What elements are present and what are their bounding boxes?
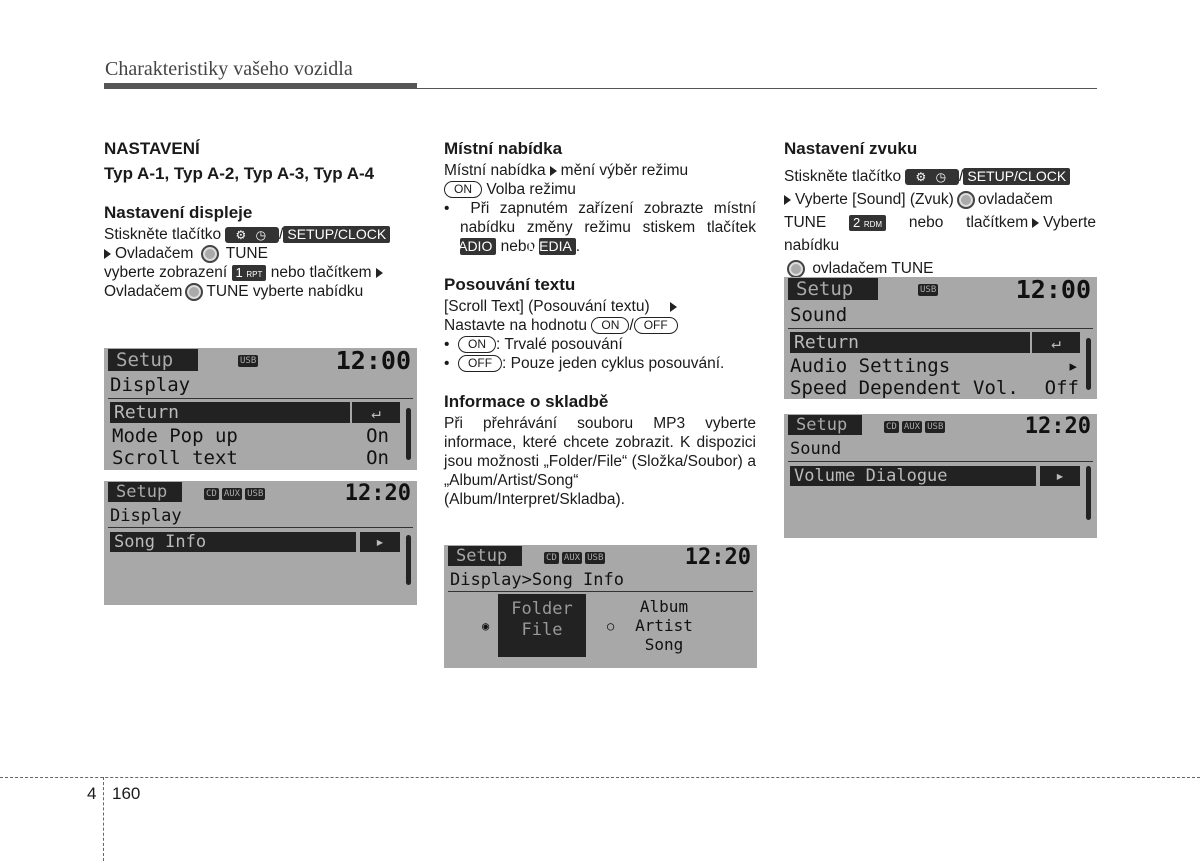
off-button: OFF bbox=[458, 355, 502, 372]
usb-tag: USB bbox=[920, 285, 937, 295]
paragraph: [Scroll Text] (Posouvání textu) Nastavte na hodnotu ON / OFF bbox=[444, 297, 756, 335]
screen-sound-setup bbox=[784, 277, 1097, 399]
text: Stiskněte tlačítko bbox=[104, 226, 222, 243]
source-tags: CD AUX USB bbox=[886, 422, 944, 432]
menu-path: Sound bbox=[790, 304, 848, 326]
footer-divider bbox=[0, 777, 1200, 778]
menu-item: Speed Dependent Vol. Off bbox=[790, 377, 1079, 399]
menu-path: Display bbox=[110, 374, 191, 396]
text: TUNE bbox=[225, 245, 268, 262]
header-title: Charakteristiky vašeho vozidla bbox=[105, 58, 353, 80]
column-2 bbox=[444, 138, 756, 509]
arrow-right-icon: ▸ bbox=[1040, 466, 1080, 486]
screen-title: Setup bbox=[788, 415, 862, 435]
paragraph: Místní nabídka mění výběr režimu ON Volba režimu bbox=[444, 162, 689, 198]
menu-item: Mode Pop up On bbox=[112, 425, 389, 447]
text: vyberte zobrazení bbox=[104, 264, 228, 281]
scrollbar bbox=[406, 535, 411, 585]
settings-clock-button: ⚙ ◷ bbox=[905, 169, 959, 185]
return-icon: ↵ bbox=[1032, 332, 1080, 353]
source-tags bbox=[918, 284, 941, 296]
column-1 bbox=[104, 138, 416, 301]
arrow-right-icon bbox=[670, 302, 677, 312]
menu-item-return: Return bbox=[790, 332, 1030, 353]
album-artist-song-option: Album Artist Song bbox=[635, 597, 693, 654]
on-button: ON bbox=[444, 181, 482, 198]
tune-knob-icon bbox=[787, 260, 805, 278]
section-heading: Informace o skladbě bbox=[444, 392, 609, 411]
screen-title: Setup bbox=[108, 482, 182, 502]
clock: 12:00 bbox=[335, 348, 411, 375]
arrow-right-icon bbox=[550, 166, 557, 176]
folder-file-option: Folder File bbox=[498, 594, 586, 657]
menu-path: Sound bbox=[790, 439, 842, 459]
on-button: ON bbox=[458, 336, 496, 353]
source-tags bbox=[238, 355, 261, 367]
section-heading: NASTAVENÍ bbox=[104, 139, 200, 158]
divider bbox=[448, 591, 753, 592]
divider bbox=[108, 527, 413, 528]
radio-unselected-icon: ○ bbox=[607, 619, 615, 633]
divider bbox=[108, 398, 413, 399]
menu-item-return: Return bbox=[110, 402, 350, 423]
section-heading: Posouvání textu bbox=[444, 275, 576, 294]
scrollbar bbox=[1086, 338, 1091, 390]
screen-title: Setup bbox=[788, 278, 878, 300]
source-tags: CD AUX USB bbox=[206, 489, 264, 499]
section-heading: Nastavení zvuku bbox=[784, 139, 918, 158]
arrow-right-icon bbox=[784, 195, 791, 205]
screen-title: Setup bbox=[108, 349, 198, 371]
scrollbar bbox=[1086, 466, 1091, 520]
arrow-right-icon bbox=[1032, 218, 1039, 228]
text: TUNE vyberte nabídku bbox=[206, 283, 364, 300]
radio-selected-icon: ◉ bbox=[482, 619, 490, 633]
on-button: ON bbox=[591, 317, 629, 334]
page-number: 160 bbox=[112, 784, 141, 803]
header-rule bbox=[104, 83, 417, 89]
tune-knob-icon bbox=[957, 191, 975, 209]
arrow-right-icon bbox=[376, 268, 383, 278]
screen-volume-dialogue bbox=[784, 414, 1097, 538]
menu-item: Scroll text On bbox=[112, 447, 389, 469]
tune-knob-icon bbox=[201, 245, 219, 263]
text: Ovladačem bbox=[115, 245, 194, 262]
setup-clock-button: SETUP/CLOCK bbox=[283, 226, 390, 243]
divider bbox=[788, 461, 1093, 462]
clock: 12:20 bbox=[684, 545, 751, 570]
column-3 bbox=[784, 138, 1096, 280]
screen-song-info-options bbox=[444, 545, 757, 668]
scrollbar bbox=[406, 408, 411, 460]
section-heading: Místní nabídka bbox=[444, 139, 563, 158]
rdm-button: 2 RDM bbox=[849, 215, 886, 231]
setup-clock-button: SETUP/CLOCK bbox=[963, 168, 1070, 185]
list-item: • Při zapnutém zařízení zobrazte místní nabídku změny režimu stiskem tlačítek RADIO nebo MEDIA . bbox=[444, 200, 756, 255]
clock: 12:20 bbox=[1024, 414, 1091, 439]
menu-item-song-info: Song Info bbox=[110, 532, 356, 552]
header-rule-thin bbox=[417, 88, 1097, 89]
paragraph: Při přehrávání souboru MP3 vyberte informace, které chcete zobrazit. K dispozici jsou možnosti „Folder/File“ (Složka/Soubor) a „Album/Artist/Song“ (Album/Interpret/Skladba). bbox=[444, 415, 756, 508]
instruction-paragraph bbox=[104, 225, 416, 301]
type-heading: Typ A-1, Typ A-2, Typ A-3, Typ A-4 bbox=[104, 164, 375, 183]
paragraph: Stiskněte tlačítko ⚙ ◷ / SETUP/CLOCK Vyberte [Sound] (Zvuk) ovladačem TUNE 2 RDM nebo tlačítkem Vyberte nabídku ovladačem TUNE bbox=[784, 168, 1097, 277]
screen-display-setup bbox=[104, 348, 417, 470]
tune-knob-icon bbox=[185, 283, 203, 301]
arrow-right-icon bbox=[104, 249, 111, 259]
menu-path: Display>Song Info bbox=[450, 570, 624, 590]
off-button: OFF bbox=[634, 317, 678, 334]
settings-clock-button: ⚙ ◷ bbox=[225, 227, 279, 243]
list-item: • OFF : Pouze jeden cyklus posouvání. bbox=[444, 355, 725, 372]
screen-song-info bbox=[104, 481, 417, 605]
divider bbox=[788, 328, 1093, 329]
clock: 12:00 bbox=[1015, 277, 1091, 304]
clock: 12:20 bbox=[344, 481, 411, 506]
radio-button: RADIO bbox=[460, 238, 496, 255]
arrow-right-icon: ▸ bbox=[360, 532, 400, 552]
chapter-number: 4 bbox=[87, 784, 97, 803]
text: Ovladačem bbox=[104, 283, 183, 300]
menu-item-volume-dialogue: Volume Dialogue bbox=[790, 466, 1036, 486]
screen-title: Setup bbox=[448, 546, 522, 566]
source-tags: CD AUX USB bbox=[546, 553, 604, 563]
media-button: MEDIA bbox=[539, 238, 575, 255]
subsection-heading: Nastavení displeje bbox=[104, 203, 253, 222]
usb-tag: USB bbox=[240, 356, 257, 366]
rpt-button: 1 RPT bbox=[232, 265, 267, 281]
menu-item: Audio Settings ▸ bbox=[790, 355, 1079, 377]
text: nebo tlačítkem bbox=[270, 264, 372, 281]
return-icon: ↵ bbox=[352, 402, 400, 423]
menu-path: Display bbox=[110, 506, 182, 526]
footer-divider-vertical bbox=[103, 777, 104, 861]
list-item: • ON : Trvalé posouvání bbox=[444, 336, 623, 353]
text: / bbox=[279, 226, 284, 243]
